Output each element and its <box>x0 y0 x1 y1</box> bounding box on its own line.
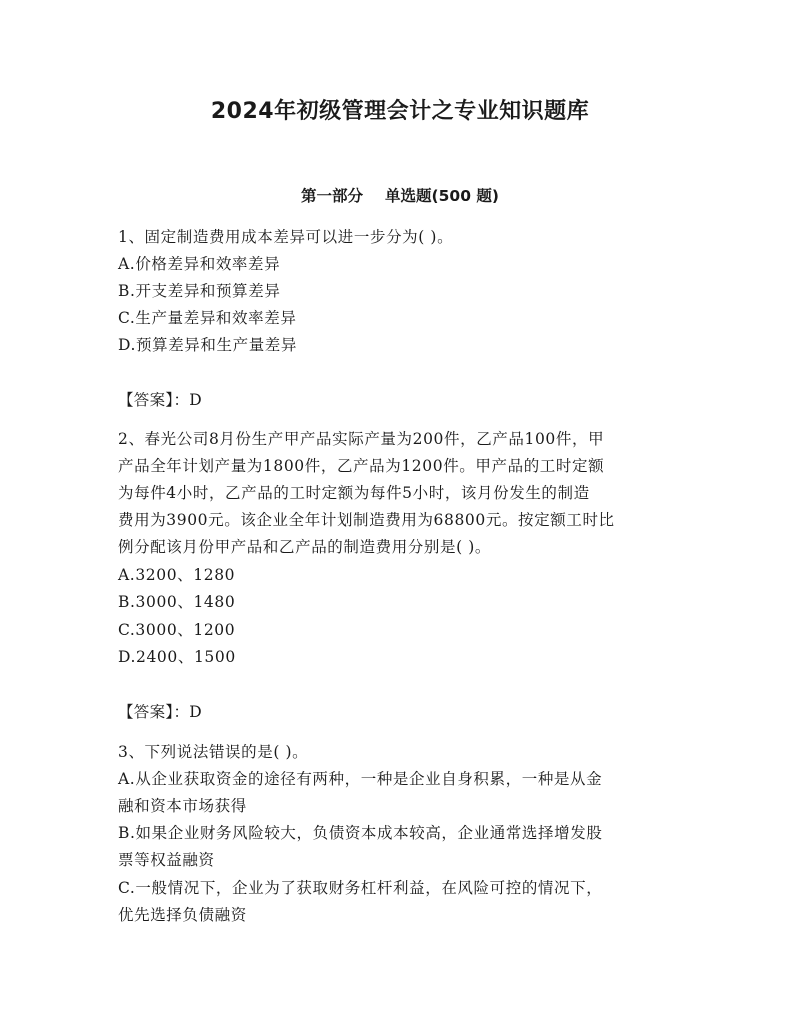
page-title: 2024年初级管理会计之专业知识题库 <box>210 99 590 124</box>
question-3-option-b-line-1: B.如果企业财务风险较大，负债资本成本较高，企业通常选择增发股 <box>118 824 603 842</box>
question-1-option-d: D.预算差异和生产量差异 <box>118 336 298 354</box>
question-2-stem-line-5: 例分配该月份甲产品和乙产品的制造费用分别是( )。 <box>118 538 492 556</box>
question-3-stem: 3、下列说法错误的是( )。 <box>118 743 309 761</box>
question-3-option-a-line-1: A.从企业获取资金的途径有两种，一种是企业自身积累，一种是从金 <box>118 770 603 788</box>
question-3-option-a-line-2: 融和资本市场获得 <box>118 797 247 815</box>
section-heading <box>0 184 800 206</box>
question-2-option-a: A.3200、1280 <box>118 566 236 584</box>
question-3-option-c-line-1: C.一般情况下，企业为了获取财务杠杆利益，在风险可控的情况下， <box>118 879 603 897</box>
question-1-option-b: B.开支差异和预算差异 <box>118 282 281 300</box>
question-2-option-b: B.3000、1480 <box>118 593 236 611</box>
question-1-option-c: C.生产量差异和效率差异 <box>118 309 297 327</box>
question-2-option-c: C.3000、1200 <box>118 621 236 639</box>
question-2-stem-line-3: 为每件4小时，乙产品的工时定额为每件5小时，该月份发生的制造 <box>118 484 590 502</box>
question-2-stem-line-4: 费用为3900元。该企业全年计划制造费用为68800元。按定额工时比 <box>118 511 615 529</box>
question-1-answer: 【答案】：D <box>118 391 202 409</box>
section-type: 单选题(500 题) <box>385 187 499 205</box>
section-part: 第一部分 <box>301 187 364 205</box>
question-3-option-b-line-2: 票等权益融资 <box>118 851 215 869</box>
question-2-answer: 【答案】：D <box>118 703 202 721</box>
question-1-option-a: A.价格差异和效率差异 <box>118 255 281 273</box>
question-3-option-c-line-2: 优先选择负债融资 <box>118 906 247 924</box>
question-2-option-d: D.2400、1500 <box>118 648 236 666</box>
question-2-stem-line-1: 2、春光公司8月份生产甲产品实际产量为200件，乙产品100件，甲 <box>118 430 605 448</box>
question-2-stem-line-2: 产品全年计划产量为1800件，乙产品为1200件。甲产品的工时定额 <box>118 457 605 475</box>
question-1-stem: 1、固定制造费用成本差异可以进一步分为( )。 <box>118 228 454 246</box>
